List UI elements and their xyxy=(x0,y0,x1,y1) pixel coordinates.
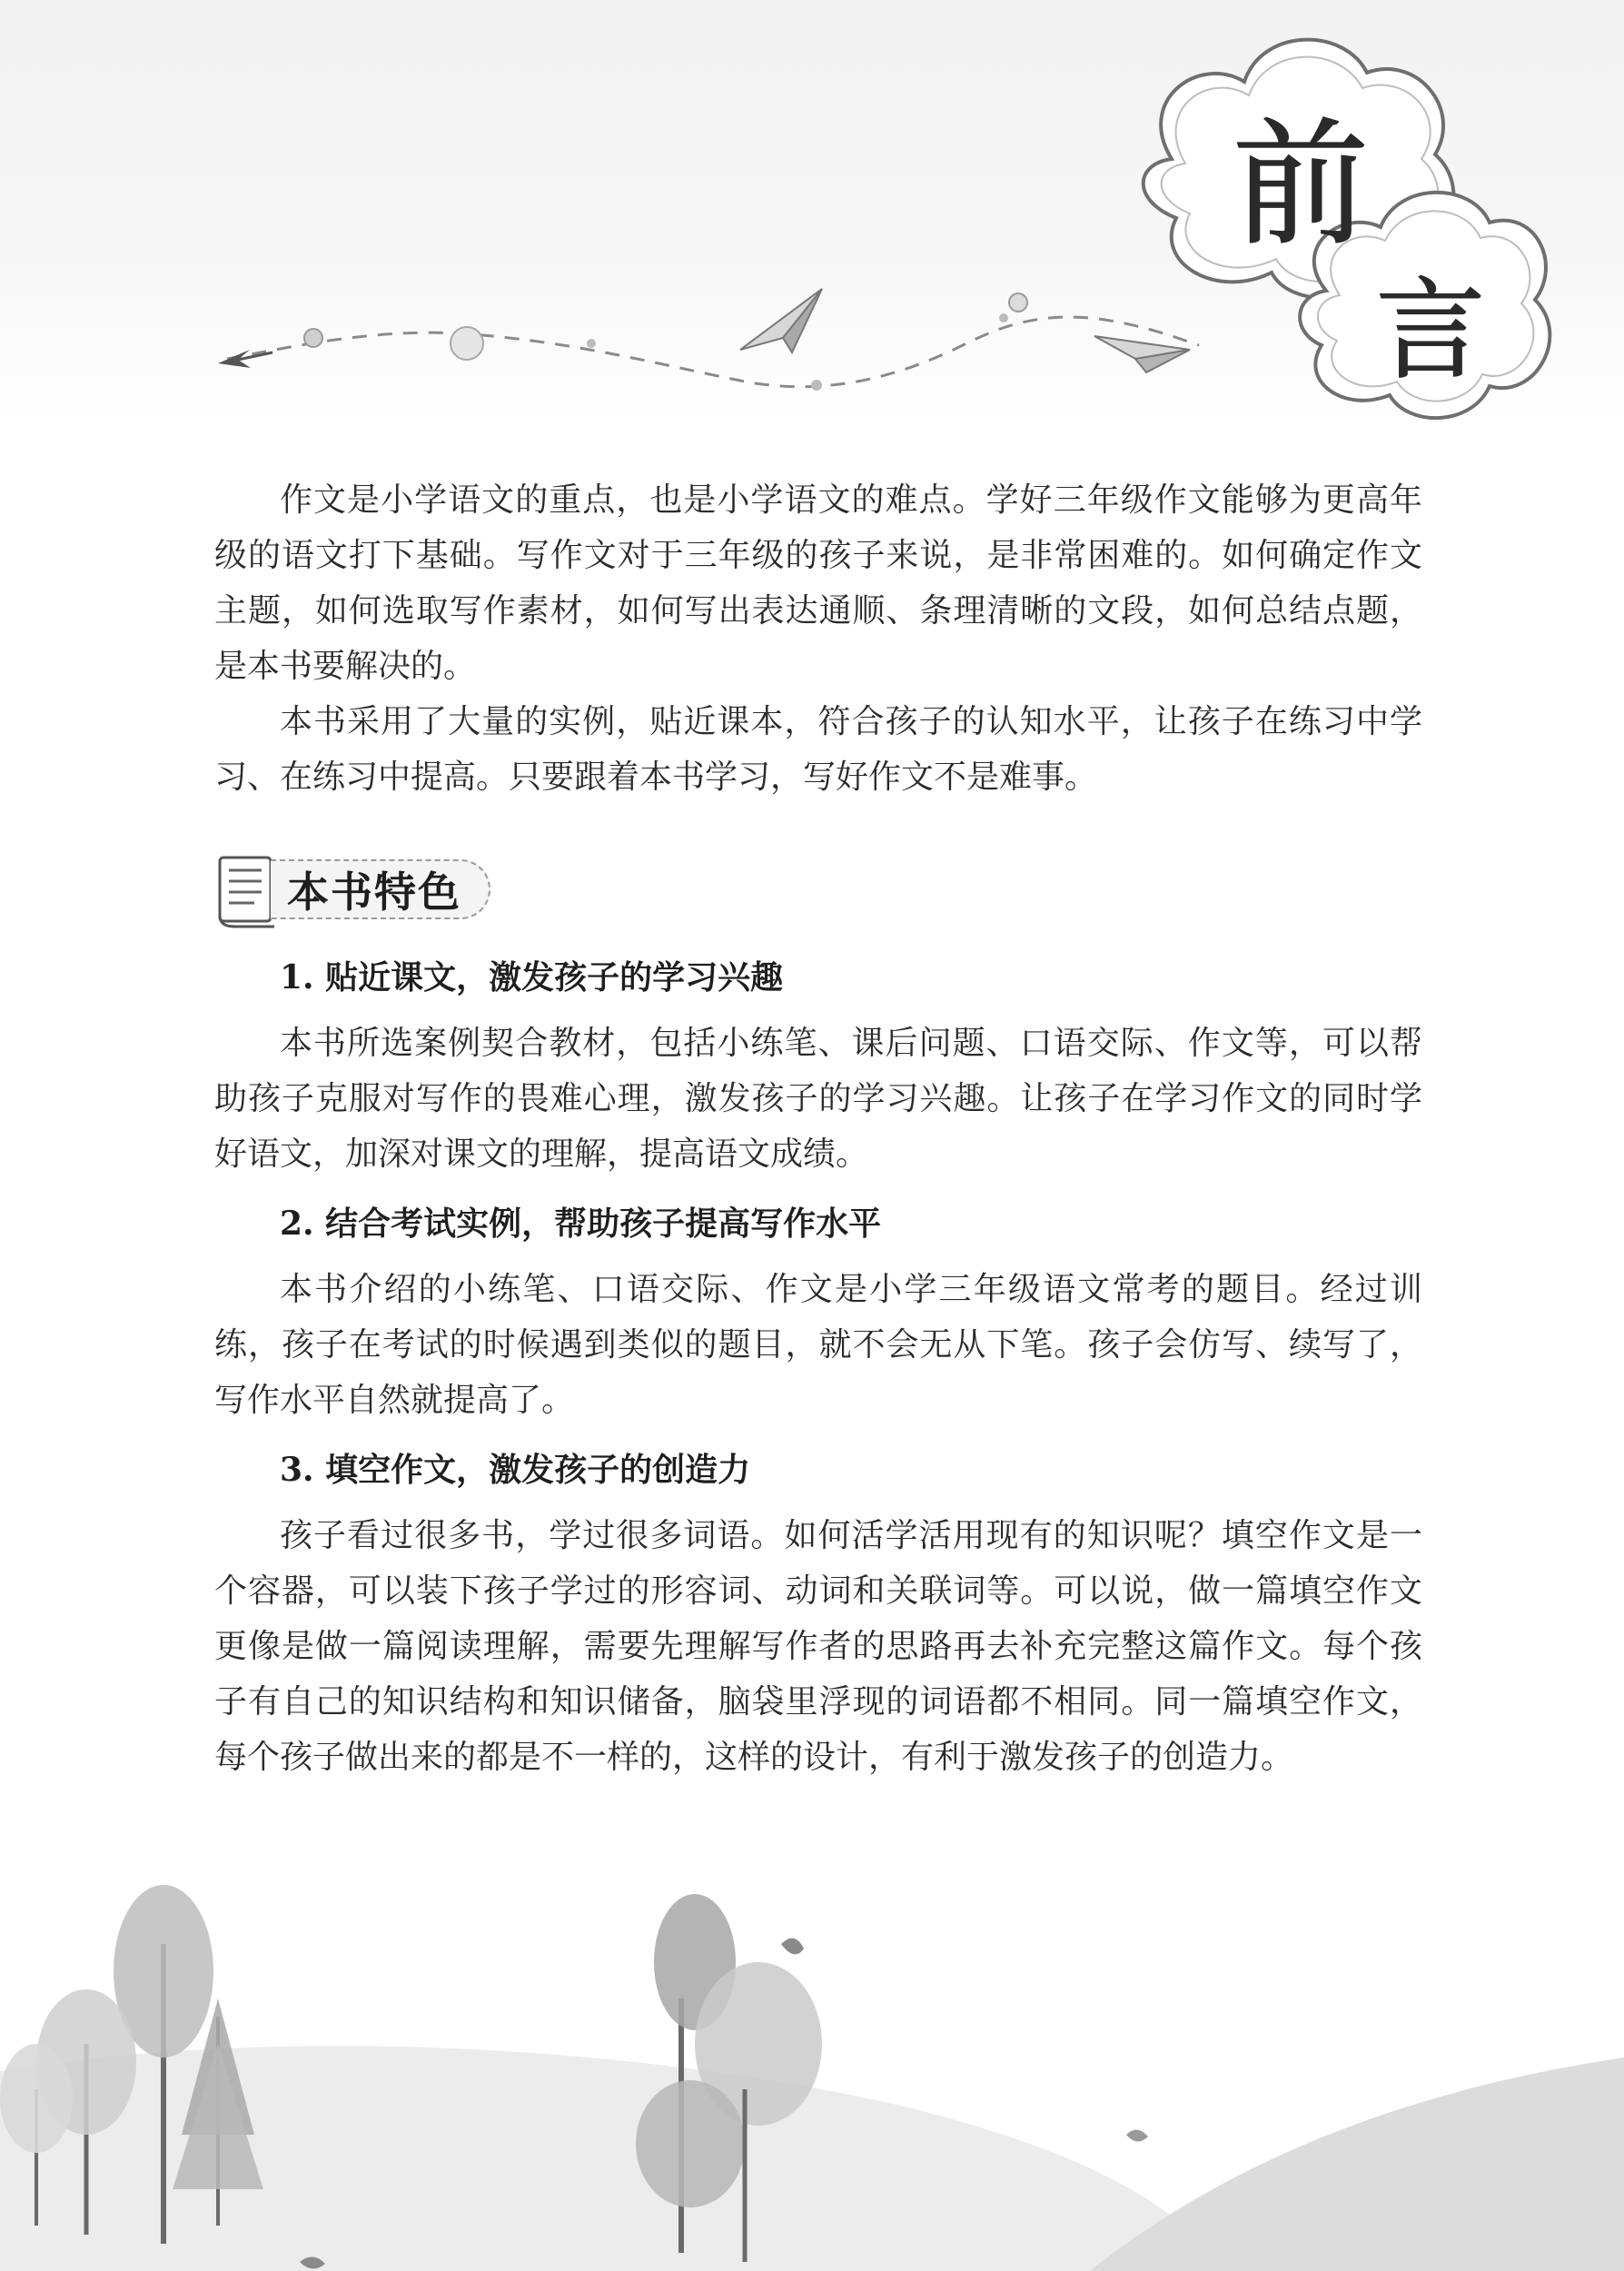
hill-right xyxy=(1090,2058,1624,2271)
bubble-dot xyxy=(999,313,1008,322)
title-char-1: 前 xyxy=(1232,106,1370,264)
feature-heading-3: 3. 填空作文，激发孩子的创造力 xyxy=(280,1451,751,1489)
bubble-dot xyxy=(304,329,322,347)
feature-heading-1: 1. 贴近课文，激发孩子的学习兴趣 xyxy=(280,958,784,997)
footer-illustration xyxy=(0,1862,1624,2271)
dashed-flight-path xyxy=(227,317,1199,387)
leaf-icon xyxy=(1126,2129,1148,2141)
paper-plane-icon xyxy=(740,289,822,352)
feature-body-3: 孩子看过很多书，学过很多词语。如何活学活用现有的知识呢？填空作文是一个容器，可以装下孩子学过的形容词、动词和关联词等。可以说，做一篇填空作文更像是做一篇阅读理解，需要先理解写作者的思路再去补充完整这篇作文。每个孩子有自己的知识结构和知识储备，脑袋里浮现的词语都不相同。同一篇填空作文，每个孩子做出来的都是不一样的，这样的设计，有利于激发孩子的创造力。 xyxy=(214,1517,1422,1776)
bubble-dot xyxy=(451,327,483,360)
section-header xyxy=(214,850,1422,932)
section-title: 本书特色 xyxy=(287,868,461,917)
feature-body-1: 本书所选案例契合教材，包括小练笔、课后问题、口语交际、作文等，可以帮助孩子克服对写作的畏难心理，激发孩子的学习兴趣。让孩子在学习作文的同时学好语文，加深对课文的理解，提高语文成绩。 xyxy=(214,1025,1422,1173)
preface-content xyxy=(214,472,1422,1785)
intro-paragraph-2: 本书采用了大量的实例，贴近课本，符合孩子的认知水平，让孩子在练习中学习、在练习中提高。只要跟着本书学习，写好作文不是难事。 xyxy=(214,703,1422,796)
title-char-2: 言 xyxy=(1376,268,1485,394)
section-title-box xyxy=(271,859,490,919)
feature-body-2: 本书介绍的小练笔、口语交际、作文是小学三年级语文常考的题目。经过训练，孩子在考试的时候遇到类似的题目，就不会无从下笔。孩子会仿写、续写了，写作水平自然就提高了。 xyxy=(214,1271,1422,1419)
leaf-icon xyxy=(781,1939,804,1955)
header-illustration xyxy=(0,0,1624,436)
bubble-dot xyxy=(1009,293,1027,312)
paper-plane-icon xyxy=(1094,336,1190,372)
feature-heading-2: 2. 结合考试实例，帮助孩子提高写作水平 xyxy=(280,1205,882,1243)
intro-paragraph-1: 作文是小学语文的重点，也是小学语文的难点。学好三年级作文能够为更高年级的语文打下基础。写作文对于三年级的孩子来说，是非常困难的。如何确定作文主题，如何选取写作素材，如何写出表达通顺、条理清晰的文段，如何总结点题，是本书要解决的。 xyxy=(214,481,1422,685)
bubble-dot xyxy=(587,339,596,348)
bubble-dot xyxy=(811,380,822,391)
